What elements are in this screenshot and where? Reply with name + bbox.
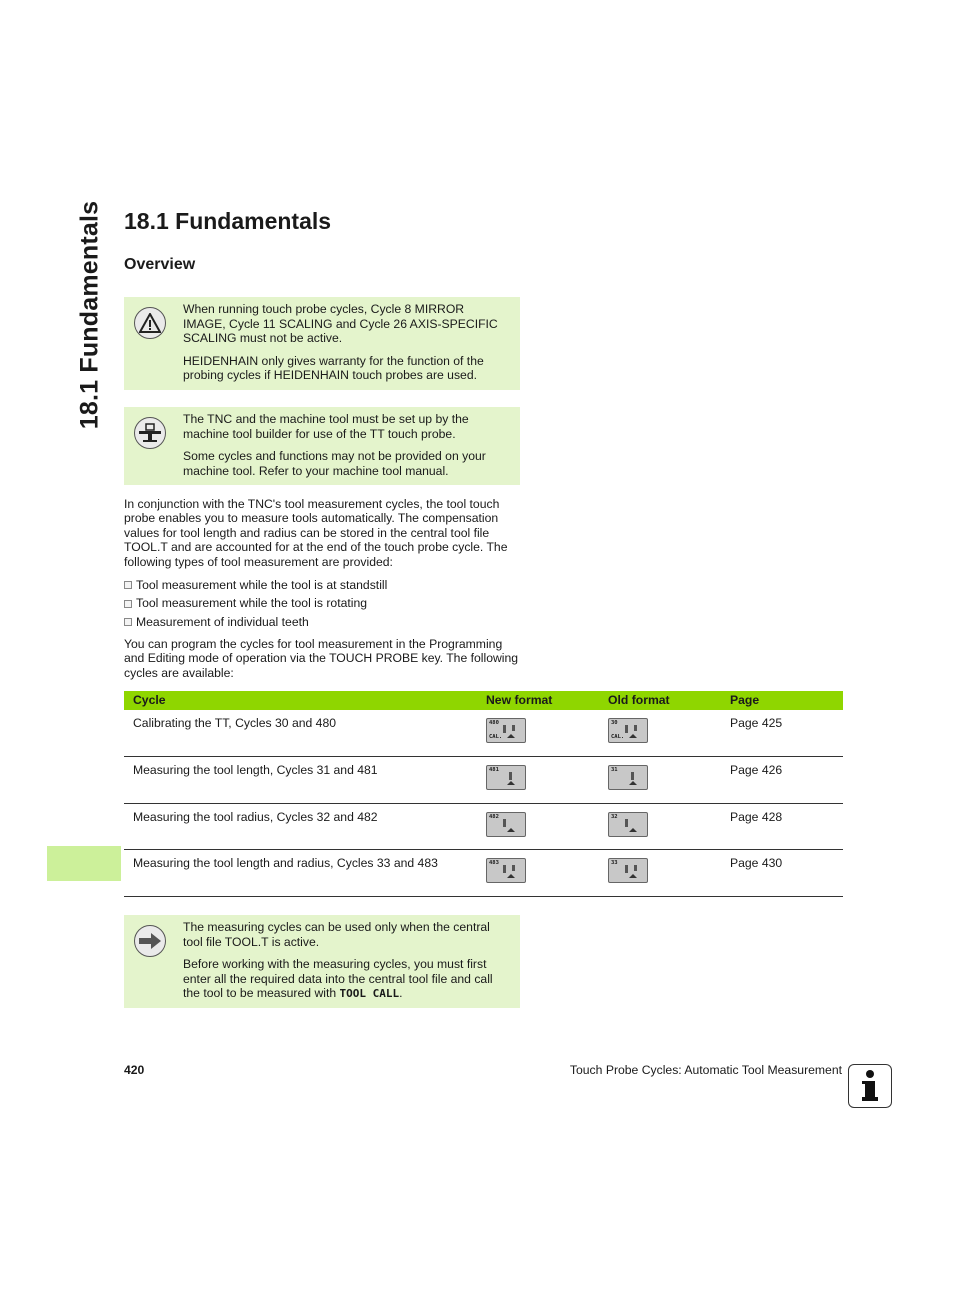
machine-note xyxy=(124,407,520,485)
page-ref: Page 426 xyxy=(730,763,783,777)
header-old-format: Old format xyxy=(608,693,670,707)
page-ref: Page 428 xyxy=(730,810,783,824)
table-header xyxy=(124,691,843,710)
table-row xyxy=(124,850,843,897)
machine-icon xyxy=(134,417,166,449)
softkey-old-icon: 31 xyxy=(608,765,648,790)
side-chapter-title: 18.1 Fundamentals xyxy=(75,200,104,430)
softkey-old-icon: 33 xyxy=(608,858,648,883)
intro-paragraph: In conjunction with the TNC's tool measurement cycles, the tool touch probe enables you to measure tools automatically. The compensation values for tool length and radius can be stored in the central tool file TOOL.T and are accounted for at the end of the touch probe cycle. The following types of tool measurement are provided: xyxy=(124,497,508,569)
header-new-format: New format xyxy=(486,693,553,707)
page-number: 420 xyxy=(124,1063,145,1077)
tip-note xyxy=(124,915,520,1008)
table-row xyxy=(124,804,843,850)
bullet-list xyxy=(124,576,524,632)
note-paragraph: The measuring cycles can be used only when the central tool file TOOL.T is active. xyxy=(183,920,490,949)
header-page: Page xyxy=(730,693,760,707)
softkey-new-icon: 481 xyxy=(486,765,526,790)
page-title: 18.1 Fundamentals xyxy=(124,208,332,234)
code-tool-call: TOOL CALL xyxy=(339,987,400,1000)
note-paragraph: When running touch probe cycles, Cycle 8 MIRROR IMAGE, Cycle 11 SCALING and Cycle 26 AXIS-SPECIFIC SCALING must not be active. xyxy=(183,302,498,345)
cycle-name: Measuring the tool length, Cycles 31 and 481 xyxy=(133,763,378,777)
chapter-tab xyxy=(47,846,121,881)
table-row xyxy=(124,757,843,804)
note-paragraph: The TNC and the machine tool must be set up by the machine tool builder for use of the TT touch probe. xyxy=(183,412,469,441)
cycle-name: Measuring the tool radius, Cycles 32 and 482 xyxy=(133,810,378,824)
softkey-new-icon: 482 xyxy=(486,812,526,837)
softkey-new-icon: 483 xyxy=(486,858,526,883)
warning-icon xyxy=(134,307,166,339)
softkey-old-icon: 30 CAL. xyxy=(608,718,648,743)
note-paragraph: Before working with the measuring cycles, you must first enter all the required data into the central tool file and call the tool to be measured with TOOL CALL. xyxy=(183,957,493,1000)
warning-note xyxy=(124,297,520,390)
page-ref: Page 430 xyxy=(730,856,783,870)
footer-chapter-title: Touch Probe Cycles: Automatic Tool Measurement xyxy=(569,1063,842,1077)
page-ref: Page 425 xyxy=(730,716,783,730)
softkey-new-icon: 480 CAL. xyxy=(486,718,526,743)
softkey-old-icon: 32 xyxy=(608,812,648,837)
header-cycle: Cycle xyxy=(133,693,166,707)
note-paragraph: HEIDENHAIN only gives warranty for the function of the probing cycles if HEIDENHAIN touch probes are used. xyxy=(183,353,484,382)
table-row xyxy=(124,710,843,757)
cycles-table xyxy=(124,691,843,897)
list-item: Tool measurement while the tool is at standstill xyxy=(124,576,524,595)
section-heading: Overview xyxy=(124,256,196,273)
list-item: Measurement of individual teeth xyxy=(124,613,524,632)
cycle-name: Calibrating the TT, Cycles 30 and 480 xyxy=(133,716,337,730)
note-paragraph: Some cycles and functions may not be provided on your machine tool. Refer to your machine tool manual. xyxy=(183,449,486,478)
program-paragraph: You can program the cycles for tool measurement in the Programming and Editing mode of operation via the TOUCH PROBE key. The following cycles are available: xyxy=(124,637,519,680)
info-icon xyxy=(848,1064,892,1108)
list-item: Tool measurement while the tool is rotating xyxy=(124,595,524,614)
arrow-right-icon xyxy=(134,925,166,957)
cycle-name: Measuring the tool length and radius, Cycles 33 and 483 xyxy=(133,856,438,870)
